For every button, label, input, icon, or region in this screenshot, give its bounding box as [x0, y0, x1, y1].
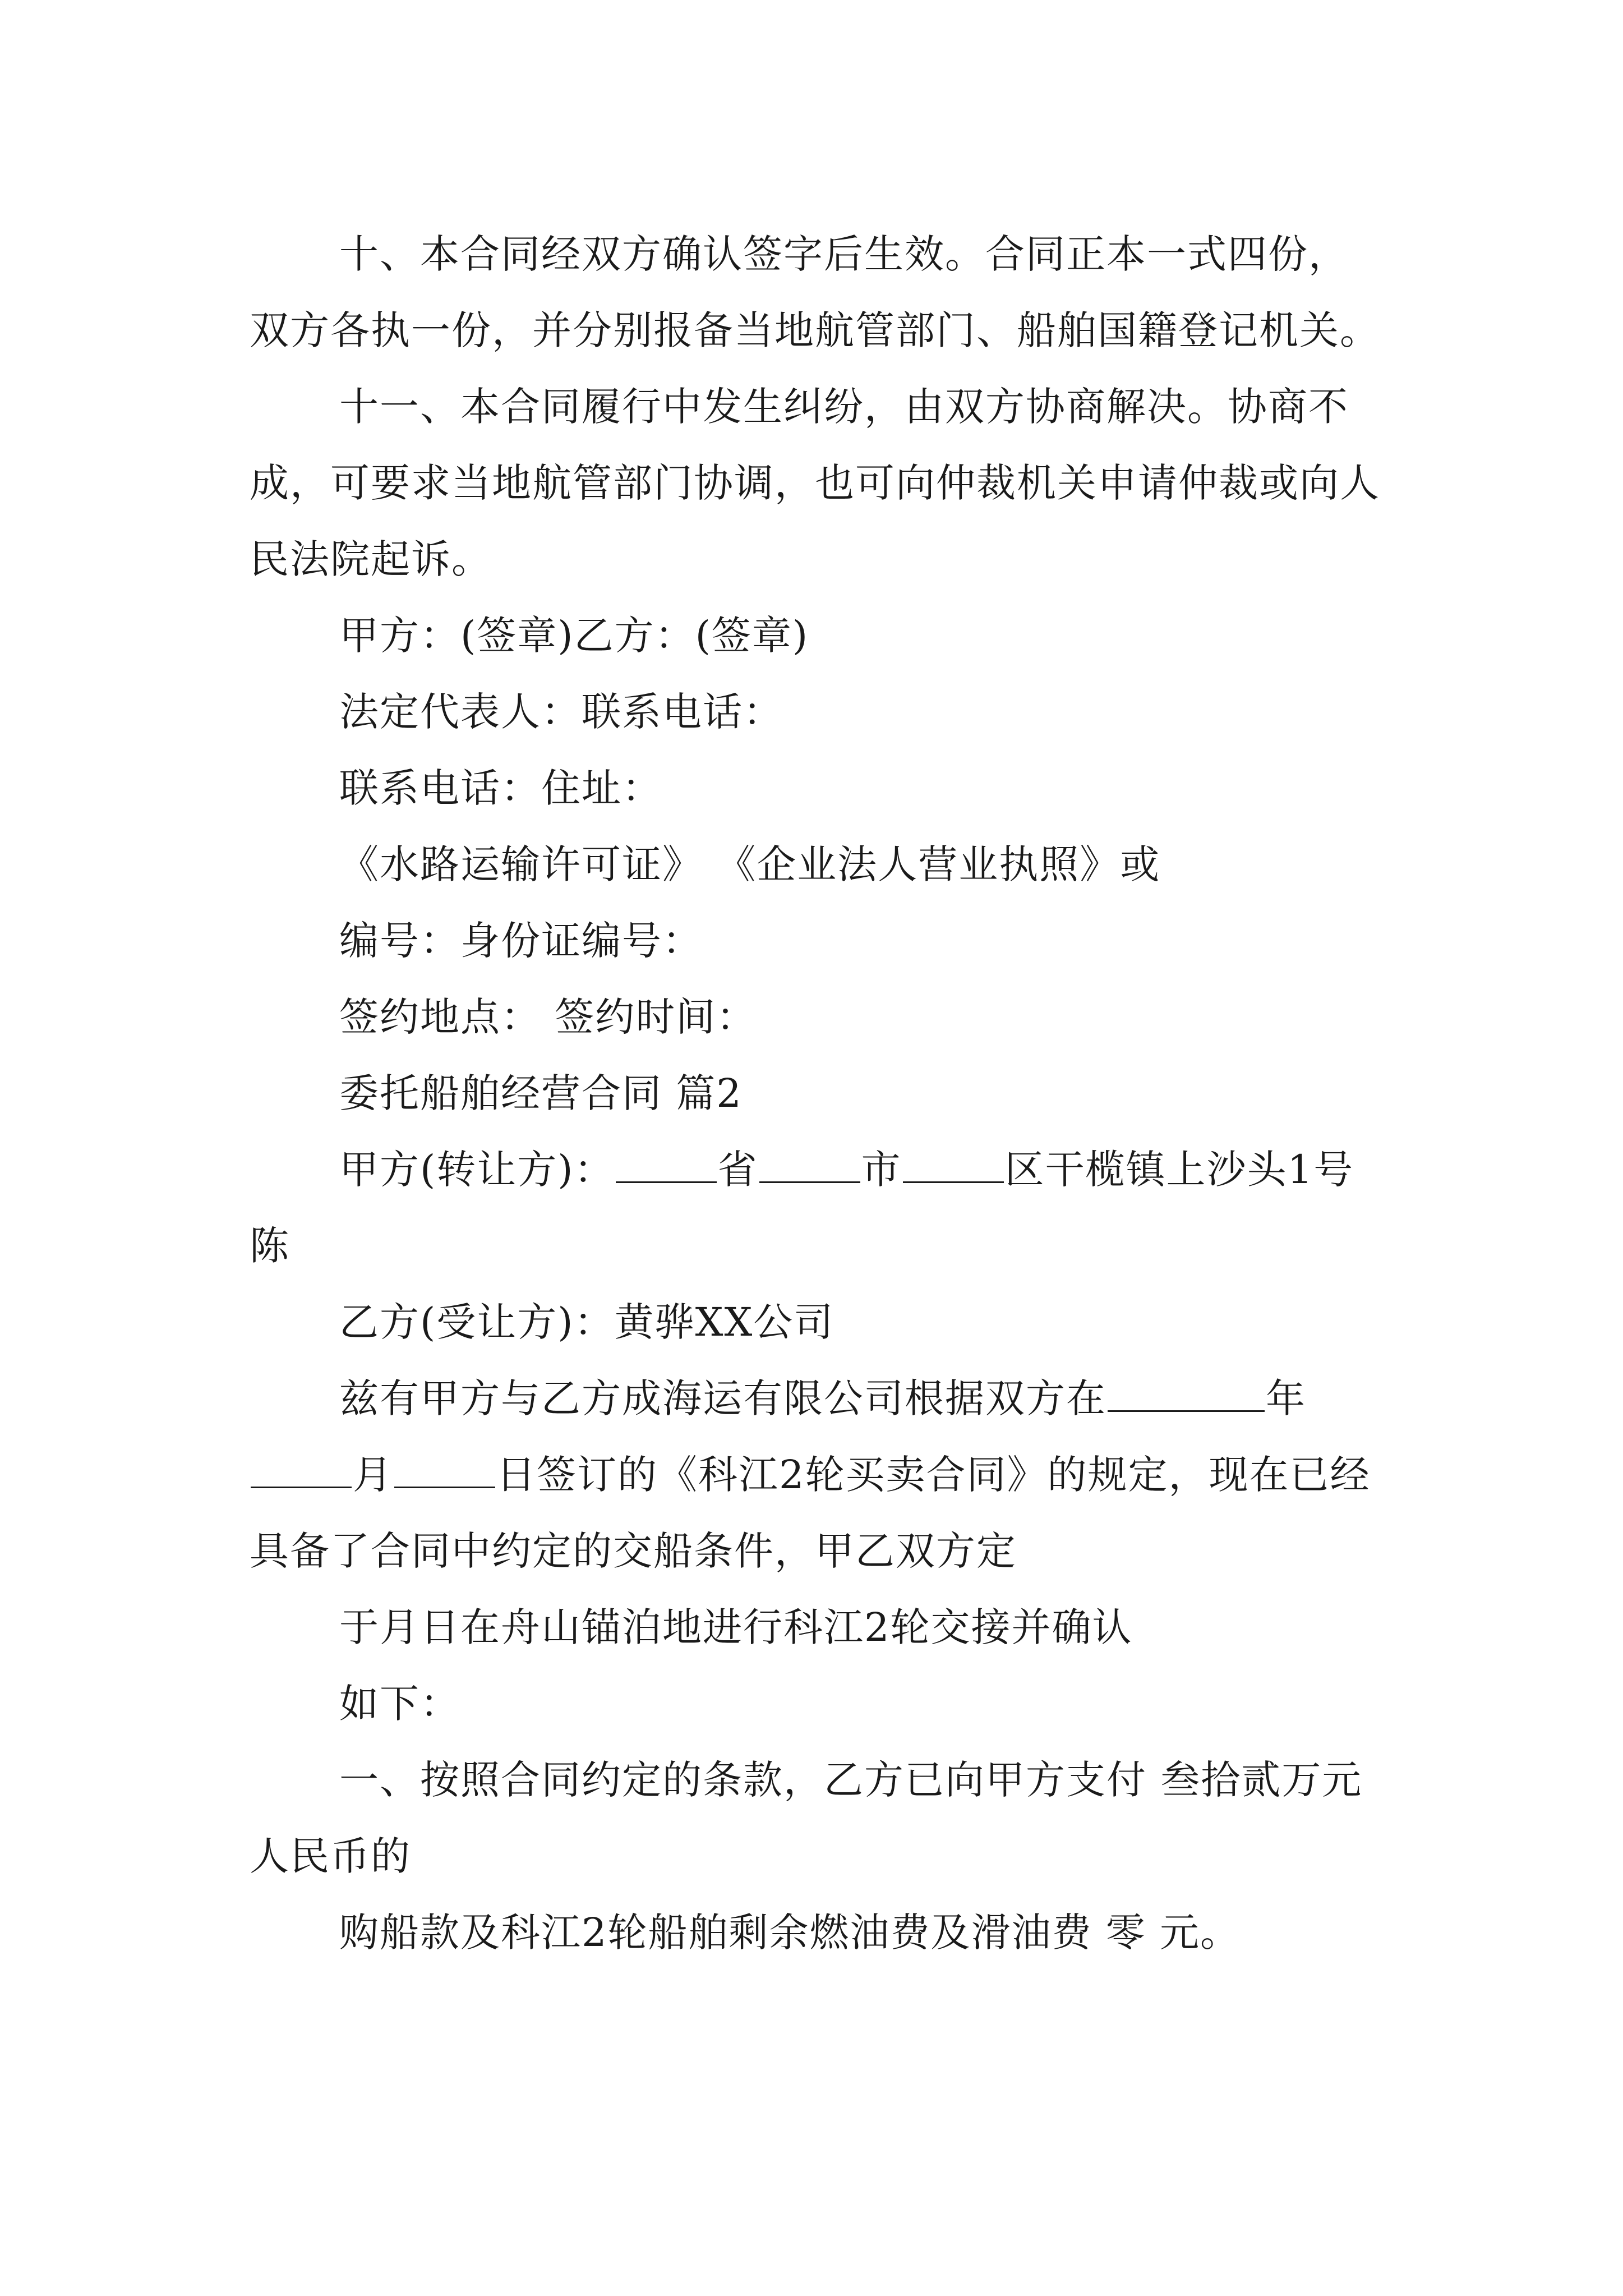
clause-1-payment: 一、按照合同约定的条款，乙方已向甲方支付 叁拾贰万元人民币的 [250, 1757, 1363, 1879]
id-number-line: 编号：身份证编号： [339, 918, 703, 964]
signing-place-line: 签约地点： 签约时间： [339, 994, 757, 1040]
clause-11: 十一、本合同履行中发生纠纷，由双方协商解决。协商不成，可要求当地航管部门协调，也可向仲裁机关申请仲裁或向人民法院起诉。 [250, 384, 1380, 582]
province-label: 省 [717, 1147, 758, 1193]
clause-10: 十、本合同经双方确认签字后生效。合同正本一式四份，双方各执一份，并分别报备当地航管部门、船舶国籍登记机关。 [250, 231, 1380, 353]
party-b-line: 乙方(受让方)：黄骅XX公司 [339, 1299, 834, 1345]
city-label: 市 [861, 1147, 902, 1193]
legal-rep-line: 法定代表人：联系电话： [339, 689, 783, 735]
document-page [250, 216, 1382, 1971]
signature-line: 甲方：(签章)乙方：(签章) [339, 613, 809, 659]
contact-line: 联系电话：住址： [339, 765, 662, 811]
party-a-line [250, 1131, 1382, 1284]
party-a-address: 区干榄镇上沙头1号陈 [250, 1147, 1354, 1269]
blank-field [759, 1181, 860, 1183]
month-label: 月 [353, 1452, 393, 1498]
blank-field [616, 1181, 717, 1183]
year-label: 年 [1266, 1375, 1306, 1421]
blank-field [394, 1486, 495, 1488]
blank-field [251, 1486, 352, 1488]
as-follows-line: 如下： [339, 1681, 460, 1727]
handover-line: 于月日在舟山锚泊地进行科江2轮交接并确认 [339, 1604, 1133, 1650]
agreement-paragraph [250, 1360, 1382, 1589]
agreement-intro: 兹有甲方与乙方成海运有限公司根据双方在 [339, 1375, 1106, 1421]
section-heading: 委托船舶经营合同 篇2 [339, 1070, 743, 1116]
fuel-fee-line: 购船款及科江2轮船舶剩余燃油费及滑油费 零 元。 [339, 1910, 1241, 1955]
license-line: 《水路运输许可证》 《企业法人营业执照》或 [339, 841, 1161, 887]
blank-field [903, 1181, 1004, 1183]
party-a-prefix: 甲方(转让方)： [339, 1147, 615, 1193]
blank-field [1108, 1410, 1265, 1412]
agreement-body: 日签订的《科江2轮买卖合同》的规定，现在已经具备了合同中约定的交船条件，甲乙双方定 [250, 1452, 1371, 1574]
